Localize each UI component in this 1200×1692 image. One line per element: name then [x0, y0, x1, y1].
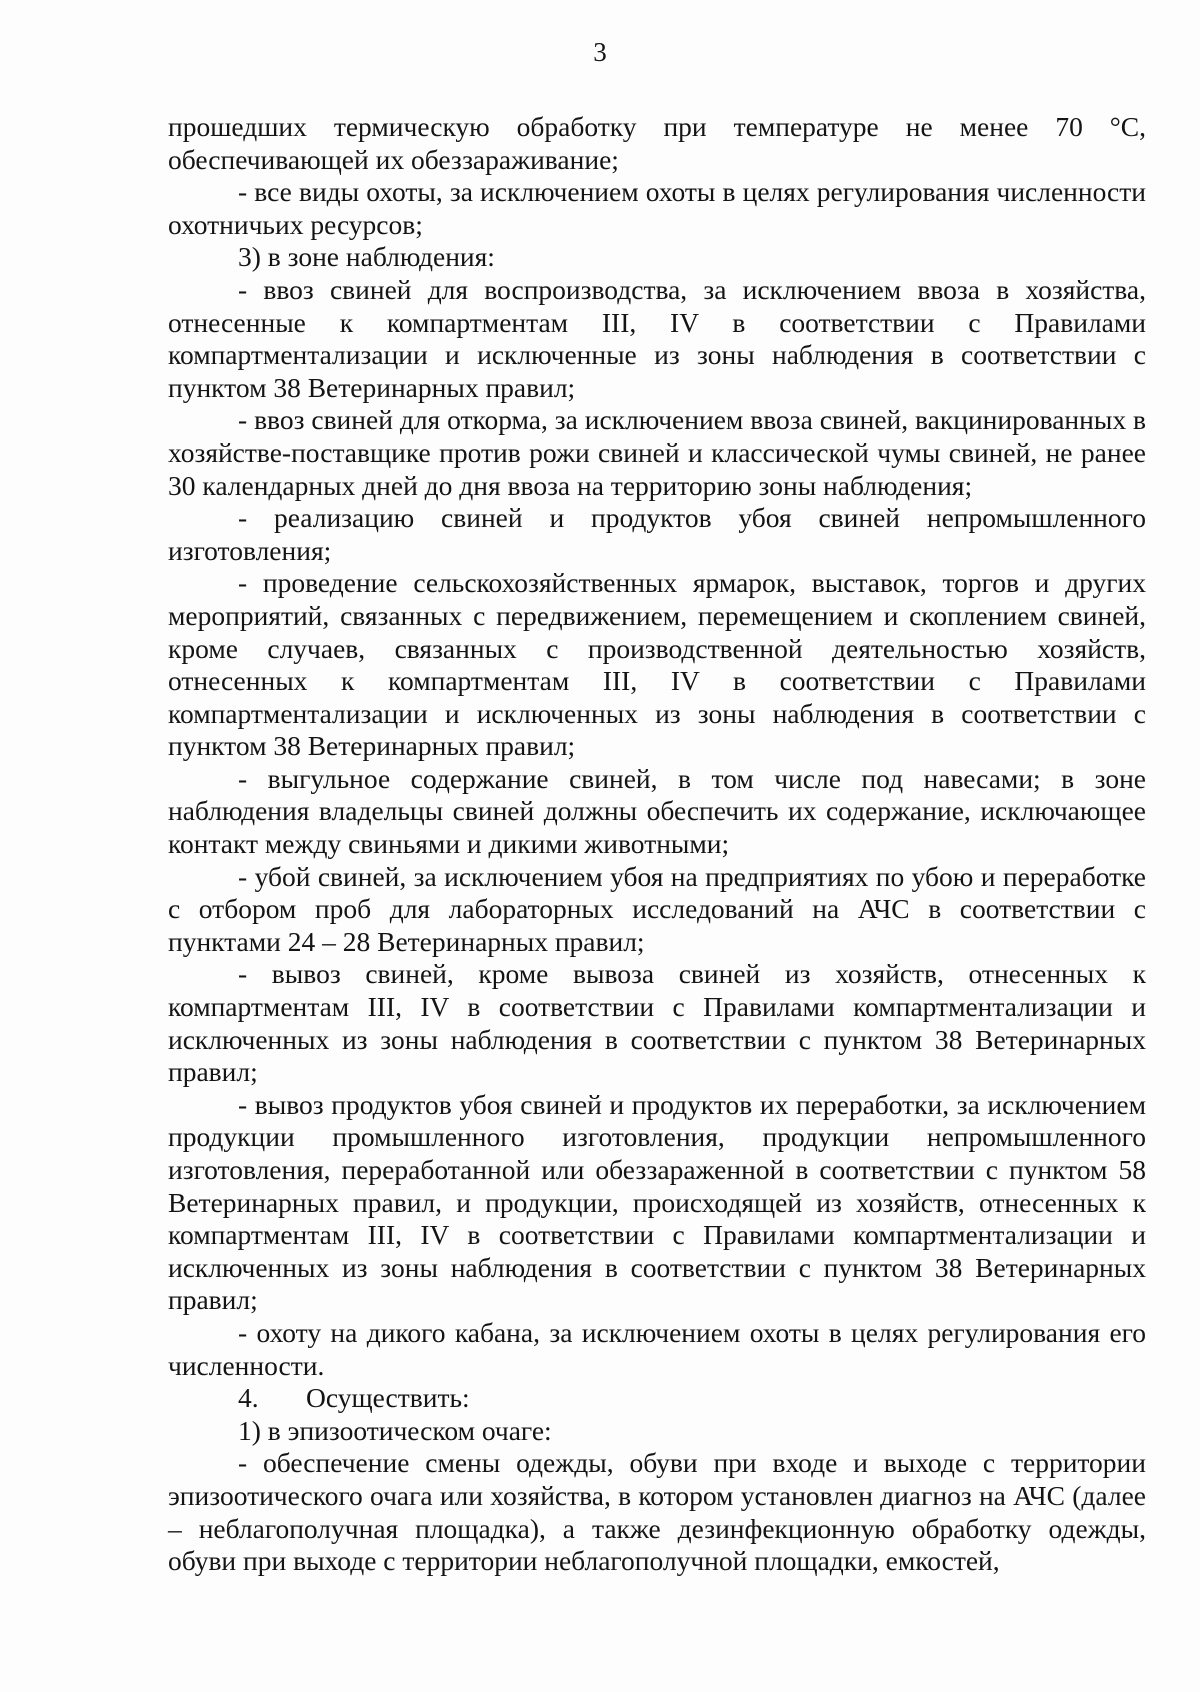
paragraph: - реализацию свиней и продуктов убоя свиней непромышленного изготовления; [168, 502, 1146, 566]
paragraph: - проведение сельскохозяйственных ярмарок, выставок, торгов и других мероприятий, связанных с передвижением, перемещением и скоплением свиней, кроме случаев, связанных с производственной деятельностью хозяйств, отнесенных к компартментам III, IV в соответствии с Правилами компартментализации и исключенных из зоны наблюдения в соответствии с пунктом 38 Ветеринарных правил; [168, 567, 1146, 762]
paragraph: - все виды охоты, за исключением охоты в целях регулирования численности охотничьих ресурсов; [168, 176, 1146, 240]
paragraph: - обеспечение смены одежды, обуви при входе и выходе с территории эпизоотического очага или хозяйства, в котором установлен диагноз на АЧС (далее – неблагополучная площадка), а также дезинфекционную обработку одежды, обуви при выходе с территории неблагополучной площадки, емкостей, [168, 1447, 1146, 1577]
section-number: 4. [238, 1382, 259, 1414]
paragraph: прошедших термическую обработку при температуре не менее 70 °С, обеспечивающей их обеззараживание; [168, 111, 1146, 175]
paragraph: - ввоз свиней для откорма, за исключением ввоза свиней, вакцинированных в хозяйстве-поставщике против рожи свиней и классической чумы свиней, не ранее 30 календарных дней до дня ввоза на территорию зоны наблюдения; [168, 404, 1146, 501]
paragraph: - убой свиней, за исключением убоя на предприятиях по убою и переработке с отбором проб для лабораторных исследований на АЧС в соответствии с пунктами 24 – 28 Ветеринарных правил; [168, 860, 1146, 957]
paragraph: - охоту на дикого кабана, за исключением охоты в целях регулирования его численности. [168, 1316, 1146, 1381]
page-number: 3 [593, 37, 607, 67]
subsection-heading: 1) в эпизоотическом очаге: [238, 1414, 552, 1446]
paragraph: - вывоз продуктов убоя свиней и продуктов их переработки, за исключением продукции промышленного изготовления, продукции непромышленного изготовления, переработанной или обеззараженной в соответствии с пунктом 58 Ветеринарных правил, и продукции, происходящей из хозяйств, отнесенных к компартментам III, IV в соответствии с Правилами компартментализации и исключенных из зоны наблюдения в соответствии с пунктом 38 Ветеринарных правил; [168, 1088, 1146, 1316]
paragraph: - ввоз свиней для воспроизводства, за исключением ввоза в хозяйства, отнесенные к компартментам III, IV в соответствии с Правилами компартментализации и исключенные из зоны наблюдения в соответствии с пунктом 38 Ветеринарных правил; [168, 273, 1146, 403]
paragraph: - вывоз свиней, кроме вывоза свиней из хозяйств, отнесенных к компартментам III, IV в соответствии с Правилами компартментализации и исключенных из зоны наблюдения в соответствии с пунктом 38 Ветеринарных правил; [168, 958, 1146, 1088]
document-body [168, 111, 1146, 1578]
subsection-heading: 3) в зоне наблюдения: [238, 241, 495, 273]
paragraph: - выгульное содержание свиней, в том числе под навесами; в зоне наблюдения владельцы свиней должны обеспечить их содержание, исключающее контакт между свиньями и дикими животными; [168, 762, 1146, 860]
section-title: Осуществить: [306, 1382, 470, 1414]
section-heading [168, 1382, 1146, 1415]
